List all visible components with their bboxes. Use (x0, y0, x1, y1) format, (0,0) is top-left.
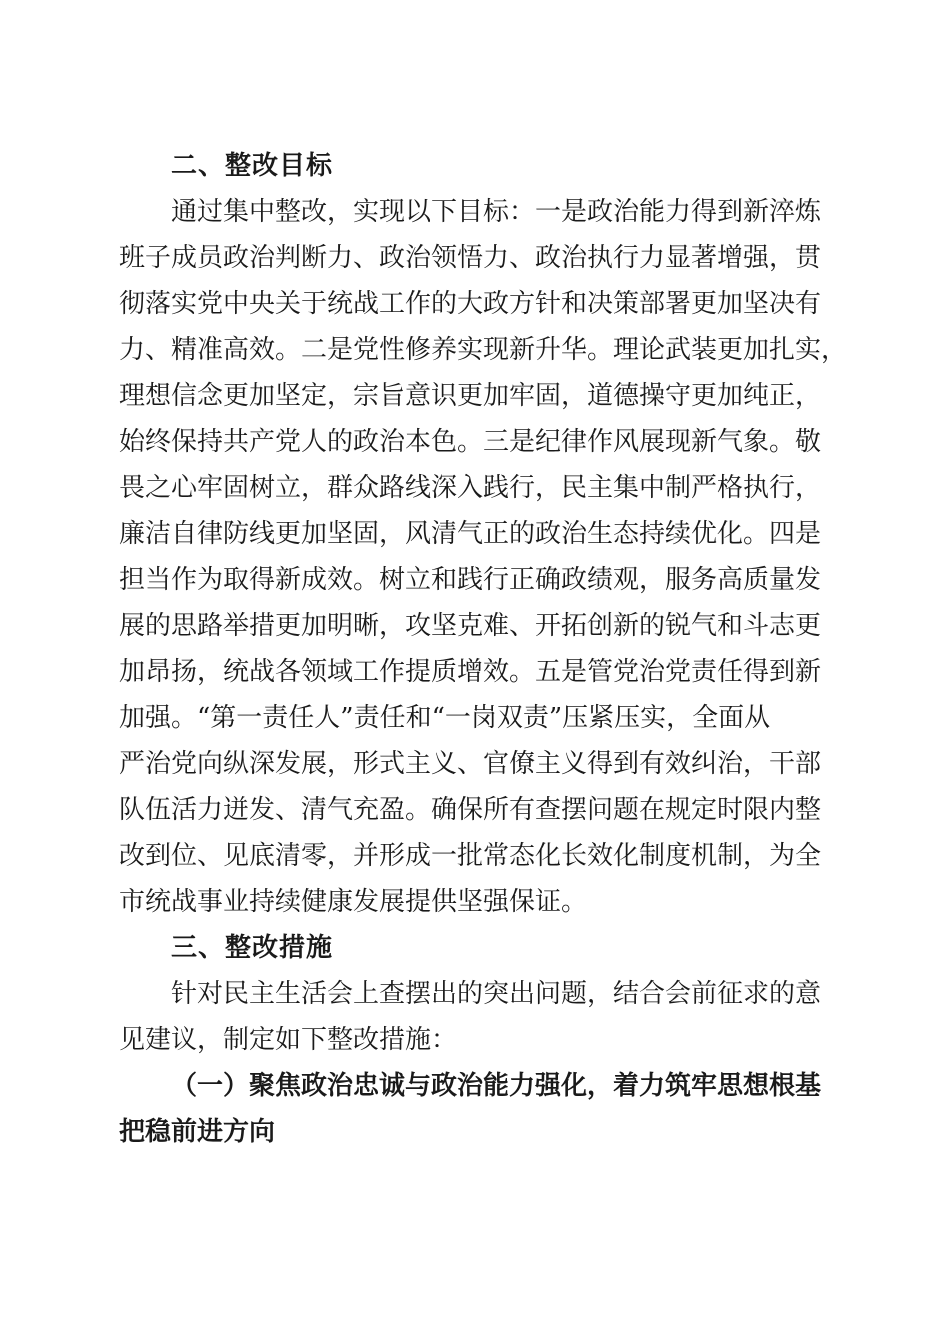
paragraph-line: 加强。“第一责任人”责任和“一岗双责”压紧压实，全面从 (119, 703, 771, 733)
paragraph-line: 加昂扬，统战各领域工作提质增效。五是管党治党责任得到新 (119, 657, 822, 687)
paragraph-line: 担当作为取得新成效。树立和践行正确政绩观，服务高质量发 (119, 565, 822, 595)
section-heading-measures: 三、整改措施 (171, 933, 334, 963)
paragraph-line: 改到位、见底清零，并形成一批常态化长效化制度机制，为全 (119, 841, 822, 871)
paragraph-line: 畏之心牢固树立，群众路线深入践行，民主集中制严格执行， (119, 473, 822, 503)
paragraph-line: 通过集中整改，实现以下目标：一是政治能力得到新淬炼 (171, 197, 822, 227)
paragraph-line: 廉洁自律防线更加坚固，风清气正的政治生态持续优化。四是 (119, 519, 822, 549)
paragraph-line: 彻落实党中央关于统战工作的大政方针和决策部署更加坚决有 (119, 289, 822, 319)
paragraph-line: 针对民主生活会上查摆出的突出问题，结合会前征求的意 (171, 979, 822, 1009)
paragraph-line: 班子成员政治判断力、政治领悟力、政治执行力显著增强，贯 (119, 243, 822, 273)
paragraph-line: 始终保持共产党人的政治本色。三是纪律作风展现新气象。敬 (119, 427, 822, 457)
paragraph-line: 理想信念更加坚定，宗旨意识更加牢固，道德操守更加纯正， (119, 381, 822, 411)
sub-heading-line: 把稳前进方向 (119, 1117, 276, 1147)
paragraph-line: 见建议，制定如下整改措施： (119, 1025, 458, 1055)
paragraph-line: 严治党向纵深发展，形式主义、官僚主义得到有效纠治，干部 (119, 749, 822, 779)
sub-heading-line: （一）聚焦政治忠诚与政治能力强化，着力筑牢思想根基 (171, 1071, 822, 1101)
paragraph-line: 力、精准高效。二是党性修养实现新升华。理论武装更加扎实， (119, 335, 848, 365)
paragraph-line: 展的思路举措更加明晰，攻坚克难、开拓创新的锐气和斗志更 (119, 611, 822, 641)
section-heading-goals: 二、整改目标 (171, 151, 334, 181)
paragraph-line: 队伍活力迸发、清气充盈。确保所有查摆问题在规定时限内整 (119, 795, 822, 825)
paragraph-line: 市统战事业持续健康发展提供坚强保证。 (119, 887, 588, 917)
